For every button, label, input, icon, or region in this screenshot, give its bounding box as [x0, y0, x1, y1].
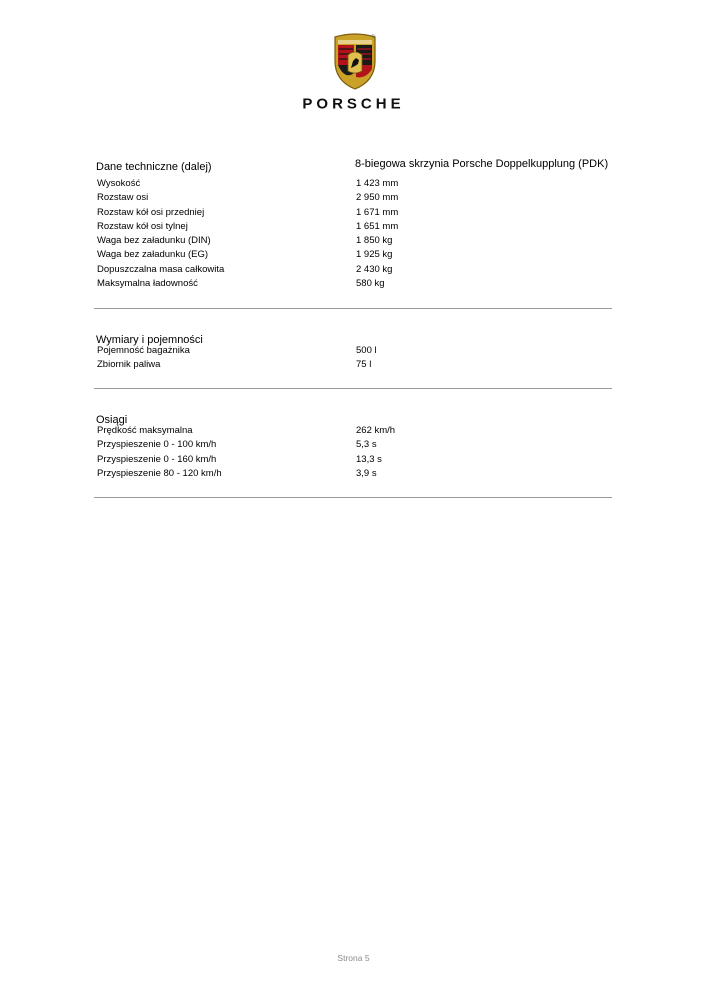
spec-row — [96, 344, 612, 358]
spec-label: Waga bez załadunku (EG) — [97, 249, 209, 261]
spec-row — [96, 277, 612, 291]
spec-label: Przyspieszenie 0 - 160 km/h — [97, 453, 217, 465]
spec-label: Zbiornik paliwa — [97, 359, 161, 371]
spec-row — [96, 263, 612, 277]
technical-data-header — [96, 157, 612, 171]
spec-row — [96, 424, 612, 438]
spec-row — [96, 248, 612, 262]
spec-value: 1 925 kg — [356, 249, 393, 261]
performance-list — [96, 424, 612, 481]
spec-label: Przyspieszenie 80 - 120 km/h — [97, 467, 222, 479]
technical-data-list — [96, 177, 612, 291]
spec-value: 1 423 mm — [356, 178, 399, 189]
porsche-wordmark-logo — [276, 95, 431, 111]
spec-row — [96, 177, 612, 191]
spec-value: 1 850 kg — [356, 235, 393, 247]
spec-label: Rozstaw kół osi tylnej — [97, 220, 188, 232]
dimensions-section — [96, 330, 612, 373]
porsche-crest-icon — [331, 31, 379, 91]
spec-label: Rozstaw kół osi przedniej — [97, 206, 205, 218]
dimensions-header — [96, 330, 612, 344]
spec-label: Dopuszczalna masa całkowita — [97, 263, 225, 275]
spec-label: Waga bez załadunku (DIN) — [97, 235, 211, 247]
page-header — [0, 0, 707, 120]
technical-data-section — [96, 157, 612, 291]
spec-row — [96, 453, 612, 467]
spec-row — [96, 438, 612, 452]
spec-value: 2 950 mm — [356, 192, 399, 204]
spec-value: 75 l — [356, 359, 372, 371]
spec-value: 500 l — [356, 345, 377, 356]
spec-row — [96, 467, 612, 481]
spec-label: Maksymalna ładowność — [97, 278, 198, 290]
performance-section — [96, 410, 612, 481]
spec-row — [96, 220, 612, 234]
spec-row — [96, 206, 612, 220]
spec-value: 580 kg — [356, 278, 385, 290]
spec-value: 1 651 mm — [356, 220, 399, 232]
svg-text:PORSCHE: PORSCHE — [302, 95, 405, 111]
spec-label: Prędkość maksymalna — [97, 425, 193, 436]
spec-value: 1 671 mm — [356, 206, 399, 218]
spec-value: 13,3 s — [356, 453, 382, 465]
page-number: Strona 5 — [337, 953, 370, 963]
spec-label: Wysokość — [97, 178, 141, 189]
spec-row — [96, 358, 612, 372]
spec-label: Przyspieszenie 0 - 100 km/h — [97, 439, 217, 451]
spec-value: 5,3 s — [356, 439, 377, 451]
section-title: Wymiary i pojemności — [96, 334, 203, 346]
section-title: Osiągi — [96, 414, 128, 426]
spec-value: 3,9 s — [356, 467, 377, 479]
section-title: Dane techniczne (dalej) — [96, 161, 212, 173]
spec-label: Pojemność bagażnika — [97, 345, 190, 356]
spec-value: 262 km/h — [356, 425, 396, 436]
section-divider — [94, 388, 612, 389]
section-divider — [94, 308, 612, 309]
spec-value: 2 430 kg — [356, 263, 393, 275]
section-divider — [94, 497, 612, 498]
spec-row — [96, 234, 612, 248]
dimensions-list — [96, 344, 612, 373]
variant-title: 8-biegowa skrzynia Porsche Doppelkupplung (PDK) — [355, 158, 609, 170]
performance-header — [96, 410, 612, 424]
spec-row — [96, 191, 612, 205]
spec-label: Rozstaw osi — [97, 192, 149, 204]
